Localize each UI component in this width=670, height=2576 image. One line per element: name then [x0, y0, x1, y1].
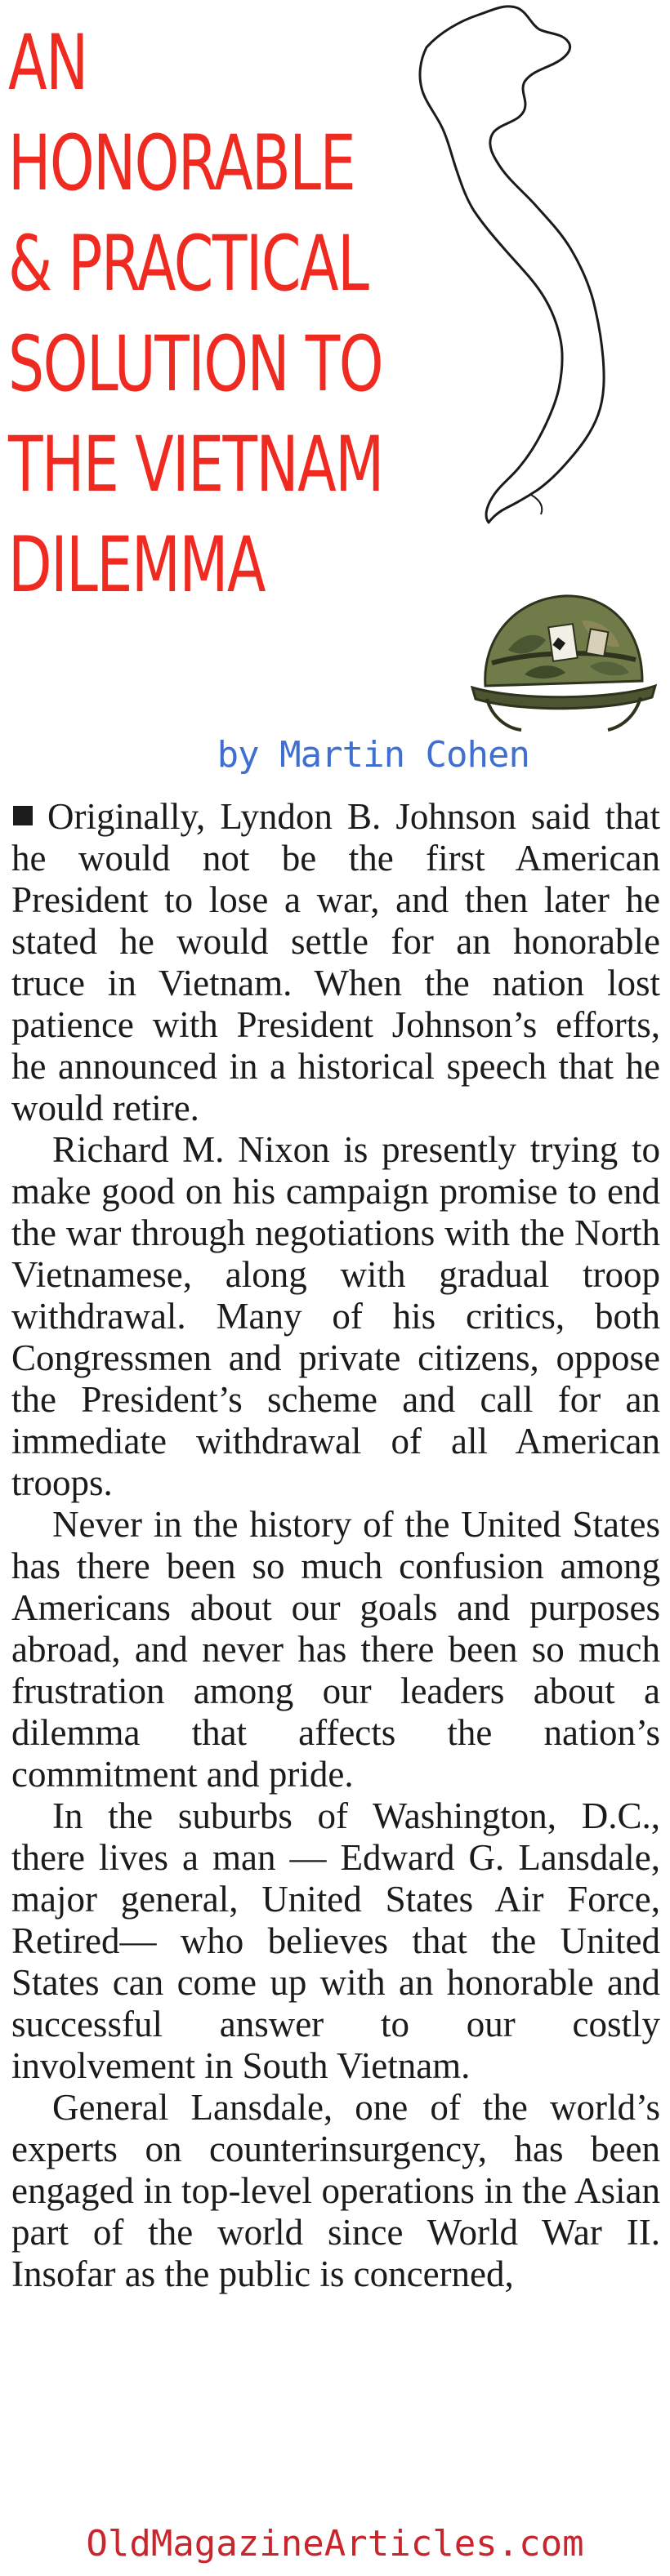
byline: by Martin Cohen [217, 734, 529, 776]
article-paragraph: General Lansdale, one of the world’s experts on counterinsurgency, has been engaged in top-level operations in the Asian part of the world since World War II. Insofar as the public is concerned, [11, 2087, 660, 2294]
square-bullet-icon [13, 806, 33, 825]
site-watermark: OldMagazineArticles.com [86, 2523, 584, 2565]
headline-line: SOLUTION TO [8, 320, 382, 409]
paragraph-text: Originally, Lyndon B. Johnson said that he would not be the first American President to lose a war, and then later he stated he would settle for an honorable truce in Vietnam. When the nation lost patience with President Johnson’s efforts, he announced in a historical speech that he would retire. [11, 796, 660, 1128]
article-paragraph [11, 796, 660, 1129]
headline [8, 13, 662, 616]
headline-line: HONORABLE [8, 119, 355, 208]
headline-line: DILEMMA [8, 521, 266, 610]
soldier-helmet-icon [467, 578, 660, 733]
headline-line: AN [8, 19, 87, 108]
article-paragraph: Richard M. Nixon is presently trying to make good on his campaign promise to end the war through negotiations with the North Vietnamese, along with gradual troop withdrawal. Many of his critics, both Congressmen and private citizens, oppose the President’s scheme and call for an immediate withdrawal of all American troops. [11, 1129, 660, 1503]
article-paragraph: In the suburbs of Washington, D.C., there lives a man — Edward G. Lansdale, major general, United States Air Force, Retired— who believes that the United States can come up with an honorable and successful answer to our costly involvement in South Vietnam. [11, 1795, 660, 2086]
article-paragraph: Never in the history of the United States has there been so much confusion among Americans about our goals and purposes abroad, and never has there been so much frustration among our leaders about a dilemma that affects the nation’s commitment and pride. [11, 1504, 660, 1795]
headline-line: & PRACTICAL [8, 220, 368, 309]
headline-line: THE VIETNAM [8, 420, 383, 509]
article-body [11, 796, 660, 2295]
